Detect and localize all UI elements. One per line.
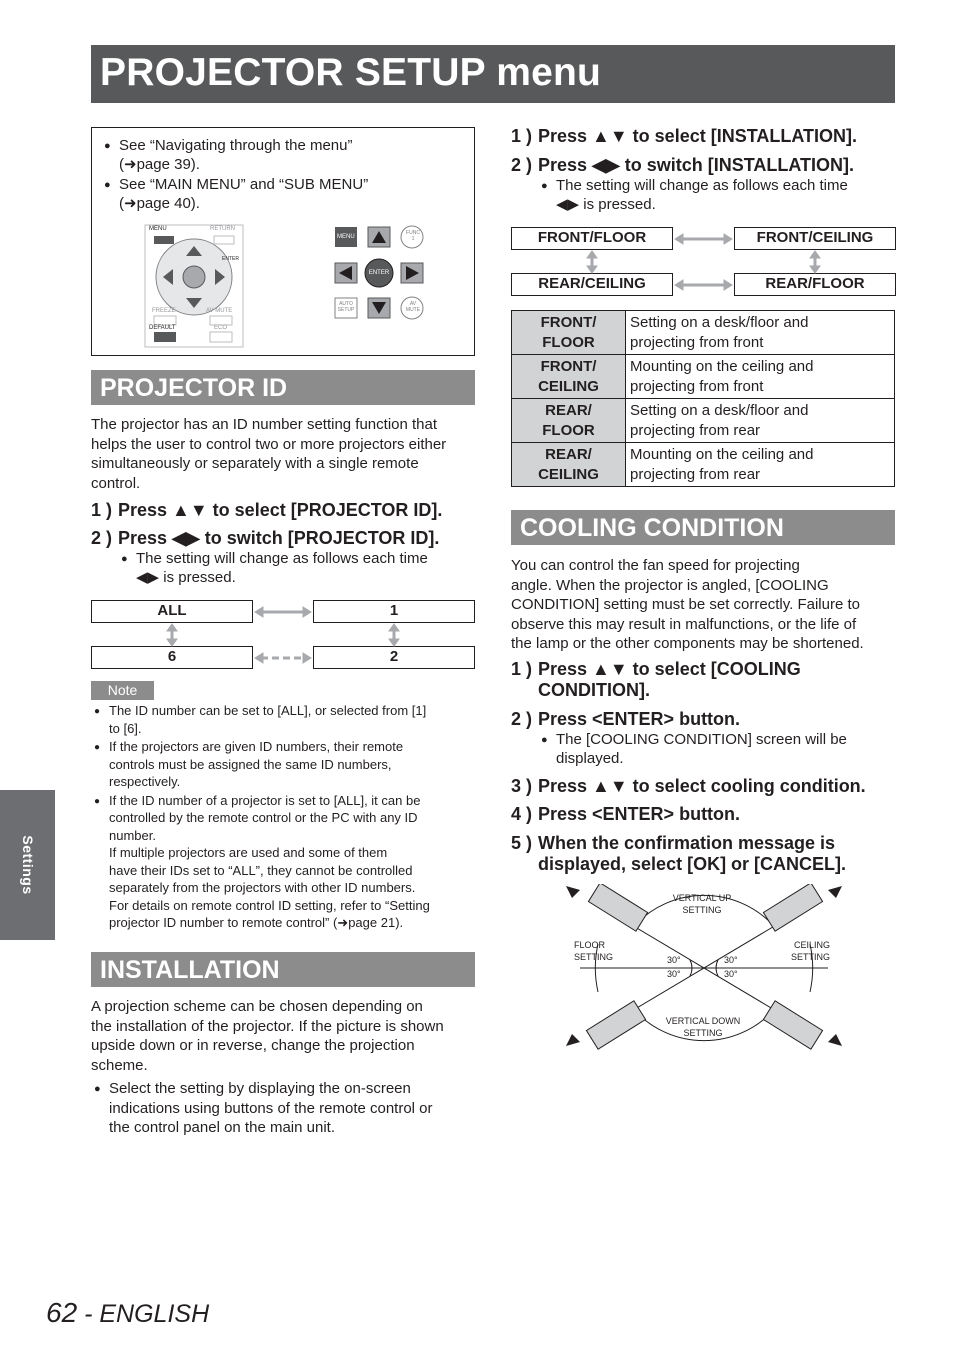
table-value: Mounting on the ceiling and projecting from rear bbox=[626, 443, 895, 487]
page-number: 62 bbox=[46, 1297, 78, 1328]
vertical-down-label: VERTICAL DOWN SETTING bbox=[665, 1016, 741, 1038]
step-text: Press ◀▶ to switch [INSTALLATION]. bbox=[538, 155, 855, 175]
id-cycle-1: 1 bbox=[313, 600, 475, 623]
cooling-intro bbox=[511, 556, 903, 654]
note-line: ● If the projectors are given ID numbers, their remote bbox=[109, 739, 404, 754]
step-number: 2 ) bbox=[511, 155, 533, 175]
intro-line: control. bbox=[91, 474, 141, 492]
table-row bbox=[512, 355, 895, 399]
step-text: Press <ENTER> button. bbox=[538, 709, 741, 729]
remote-av-mute-label: AV MUTE bbox=[206, 308, 233, 314]
cooling-step-5 bbox=[511, 833, 901, 877]
step-text: Press <ENTER> button. bbox=[538, 804, 741, 824]
page-footer bbox=[46, 1297, 209, 1329]
table-value: Setting on a desk/floor and projecting from front bbox=[626, 311, 895, 355]
installation-bullet bbox=[109, 1079, 481, 1138]
navigation-reference-box bbox=[91, 127, 475, 356]
step-text: When the confirmation message is displayed, select [OK] or [CANCEL]. bbox=[538, 833, 847, 874]
cooling-angle-diagram bbox=[560, 884, 850, 1052]
table-value: Mounting on the ceiling and projecting from front bbox=[626, 355, 895, 399]
installation-intro bbox=[91, 997, 481, 1075]
ceiling-setting-label: CEILING SETTING bbox=[790, 940, 830, 962]
intro-line: CONDITION] setting must be set correctly. Failure to bbox=[511, 596, 860, 613]
remote-return-label: RETURN bbox=[210, 226, 235, 232]
panel-menu-label: MENU bbox=[337, 234, 355, 240]
projector-id-intro bbox=[91, 415, 481, 493]
note-line: For details on remote control ID setting, refer to “Setting bbox=[109, 897, 430, 913]
cooling-condition-heading: COOLING CONDITION bbox=[511, 510, 895, 546]
note-line: controls must be assigned the same ID numbers, bbox=[109, 756, 392, 772]
installation-heading: INSTALLATION bbox=[91, 952, 475, 988]
cooling-step-2-bullet-cont: displayed. bbox=[556, 750, 624, 767]
id-cycle-6: 6 bbox=[91, 646, 253, 669]
nav-line-3: ● See “MAIN MENU” and “SUB MENU” bbox=[119, 175, 368, 195]
step-text: Press ▲▼ to select cooling condition. bbox=[538, 776, 866, 796]
note-line: have their IDs set to “ALL”, they cannot be controlled bbox=[109, 862, 413, 878]
table-row bbox=[512, 399, 895, 443]
installation-step-1 bbox=[511, 126, 901, 148]
vertical-up-label: VERTICAL UP SETTING bbox=[672, 893, 732, 915]
note-line: respectively. bbox=[109, 774, 181, 789]
step-number: 1 ) bbox=[91, 500, 113, 520]
step-text: Press ◀▶ to switch [PROJECTOR ID]. bbox=[118, 528, 440, 548]
cooling-step-2 bbox=[511, 709, 901, 731]
bullet-line: indications using buttons of the remote control or bbox=[109, 1099, 433, 1117]
step-number: 5 ) bbox=[511, 833, 533, 853]
install-cycle-front-ceiling: FRONT/CEILING bbox=[734, 227, 896, 250]
projector-id-step-2 bbox=[91, 528, 481, 550]
intro-line: upside down or in reverse, change the projection bbox=[91, 1037, 415, 1054]
step-text: Press ▲▼ to select [COOLING CONDITION]. bbox=[538, 659, 801, 700]
projector-id-step-1 bbox=[91, 500, 481, 522]
installation-step-2-bullet: ● The setting will change as follows each time bbox=[556, 176, 848, 196]
projector-id-heading: PROJECTOR ID bbox=[91, 370, 475, 406]
note-line: If multiple projectors are used and some of them bbox=[109, 845, 388, 860]
angle-label: 30° bbox=[724, 969, 738, 979]
cooling-step-1 bbox=[511, 659, 901, 703]
install-cycle-rear-floor: REAR/FLOOR bbox=[734, 273, 896, 296]
nav-line-4: (➜page 40). bbox=[119, 195, 200, 212]
nav-line-1: ● See “Navigating through the menu” bbox=[119, 136, 352, 156]
page-title-bar bbox=[91, 45, 895, 103]
note-item bbox=[109, 792, 479, 932]
install-cycle-front-floor: FRONT/FLOOR bbox=[511, 227, 673, 250]
intro-line: scheme. bbox=[91, 1056, 148, 1074]
intro-line: simultaneously or separately with a single remote bbox=[91, 455, 419, 472]
note-line: to [6]. bbox=[109, 720, 142, 736]
cooling-step-4 bbox=[511, 804, 901, 826]
angle-label: 30° bbox=[667, 969, 681, 979]
remote-enter-label: ENTER bbox=[222, 256, 239, 262]
step-text: Press ▲▼ to select [PROJECTOR ID]. bbox=[118, 500, 443, 520]
remote-control-illustration bbox=[144, 224, 244, 348]
panel-av-mute-label: AV MUTE bbox=[405, 301, 421, 313]
install-cycle-rear-ceiling: REAR/CEILING bbox=[511, 273, 673, 296]
cooling-step-3 bbox=[511, 776, 901, 798]
footer-separator: - bbox=[77, 1300, 100, 1328]
intro-line: the lamp or the other components may be shortened. bbox=[511, 635, 864, 652]
settings-side-tab[interactable] bbox=[0, 790, 55, 940]
control-panel-illustration bbox=[334, 225, 428, 321]
note-line: separately from the projectors with other ID numbers. bbox=[109, 880, 416, 895]
installation-table bbox=[511, 310, 895, 487]
settings-side-tab-label: Settings bbox=[19, 835, 36, 895]
install-cycle-arrows bbox=[511, 227, 896, 297]
floor-setting-label: FLOOR SETTING bbox=[574, 940, 614, 962]
step-number: 2 ) bbox=[91, 528, 113, 548]
note-line: ● If the ID number of a projector is set to [ALL], it can be bbox=[109, 792, 421, 808]
remote-freeze-label: FREEZE bbox=[152, 308, 176, 314]
note-line: projector ID number to remote control” (➜page 21). bbox=[109, 915, 404, 930]
id-cycle-2: 2 bbox=[313, 646, 475, 669]
panel-auto-setup-label: AUTO SETUP bbox=[337, 301, 355, 313]
intro-line: You can control the fan speed for projecting bbox=[511, 557, 800, 574]
intro-line: A projection scheme can be chosen depending on bbox=[91, 998, 423, 1015]
step-number: 1 ) bbox=[511, 659, 533, 679]
projector-id-step-2-bullet-cont: ◀▶ is pressed. bbox=[136, 569, 236, 586]
remote-default-label: DEFAULT bbox=[149, 325, 176, 331]
intro-line: the installation of the projector. If the picture is shown bbox=[91, 1017, 444, 1035]
table-key: FRONT/ FLOOR bbox=[512, 311, 626, 355]
note-line: controlled by the remote control or the PC with any ID bbox=[109, 810, 418, 825]
note-list bbox=[109, 702, 479, 932]
bullet-line: the control panel on the main unit. bbox=[109, 1119, 335, 1136]
panel-func-label: FUNC 1 bbox=[406, 230, 420, 242]
nav-line-2: (➜page 39). bbox=[119, 156, 200, 173]
table-row bbox=[512, 311, 895, 355]
note-line: ● The ID number can be set to [ALL], or selected from [1] bbox=[109, 703, 427, 718]
intro-line: helps the user to control two or more projectors either bbox=[91, 435, 447, 453]
remote-eco-label: ECO bbox=[214, 325, 228, 331]
page-title: PROJECTOR SETUP menu bbox=[100, 51, 602, 94]
note-item bbox=[109, 738, 479, 791]
angle-label: 30° bbox=[724, 955, 738, 965]
step-text: Press ▲▼ to select [INSTALLATION]. bbox=[538, 126, 858, 146]
note-label: Note bbox=[91, 681, 154, 700]
footer-language: ENGLISH bbox=[99, 1300, 210, 1328]
bullet-line: ● Select the setting by displaying the on-screen bbox=[109, 1080, 411, 1097]
cooling-step-2-bullet: ● The [COOLING CONDITION] screen will be bbox=[556, 730, 847, 750]
projector-id-step-2-bullet: ● The setting will change as follows each time bbox=[136, 549, 428, 569]
table-key: REAR/ FLOOR bbox=[512, 399, 626, 443]
intro-line: angle. When the projector is angled, [COOLING bbox=[511, 576, 829, 594]
table-key: FRONT/ CEILING bbox=[512, 355, 626, 399]
installation-step-2-bullet-cont: ◀▶ is pressed. bbox=[556, 196, 656, 213]
note-line: number. bbox=[109, 827, 156, 843]
table-value: Setting on a desk/floor and projecting from rear bbox=[626, 399, 895, 443]
step-number: 1 ) bbox=[511, 126, 533, 146]
remote-menu-label: MENU bbox=[149, 226, 167, 232]
panel-enter-label: ENTER bbox=[368, 270, 390, 276]
id-cycle-all: ALL bbox=[91, 600, 253, 623]
installation-step-2 bbox=[511, 155, 901, 177]
step-number: 3 ) bbox=[511, 776, 533, 796]
id-cycle-arrows bbox=[91, 600, 475, 670]
intro-line: observe this may result in malfunctions, or the life of bbox=[511, 615, 857, 633]
note-item bbox=[109, 702, 479, 737]
table-key: REAR/ CEILING bbox=[512, 443, 626, 487]
table-row bbox=[512, 443, 895, 487]
step-number: 2 ) bbox=[511, 709, 533, 729]
angle-label: 30° bbox=[667, 955, 681, 965]
step-number: 4 ) bbox=[511, 804, 533, 824]
intro-line: The projector has an ID number setting function that bbox=[91, 416, 438, 433]
